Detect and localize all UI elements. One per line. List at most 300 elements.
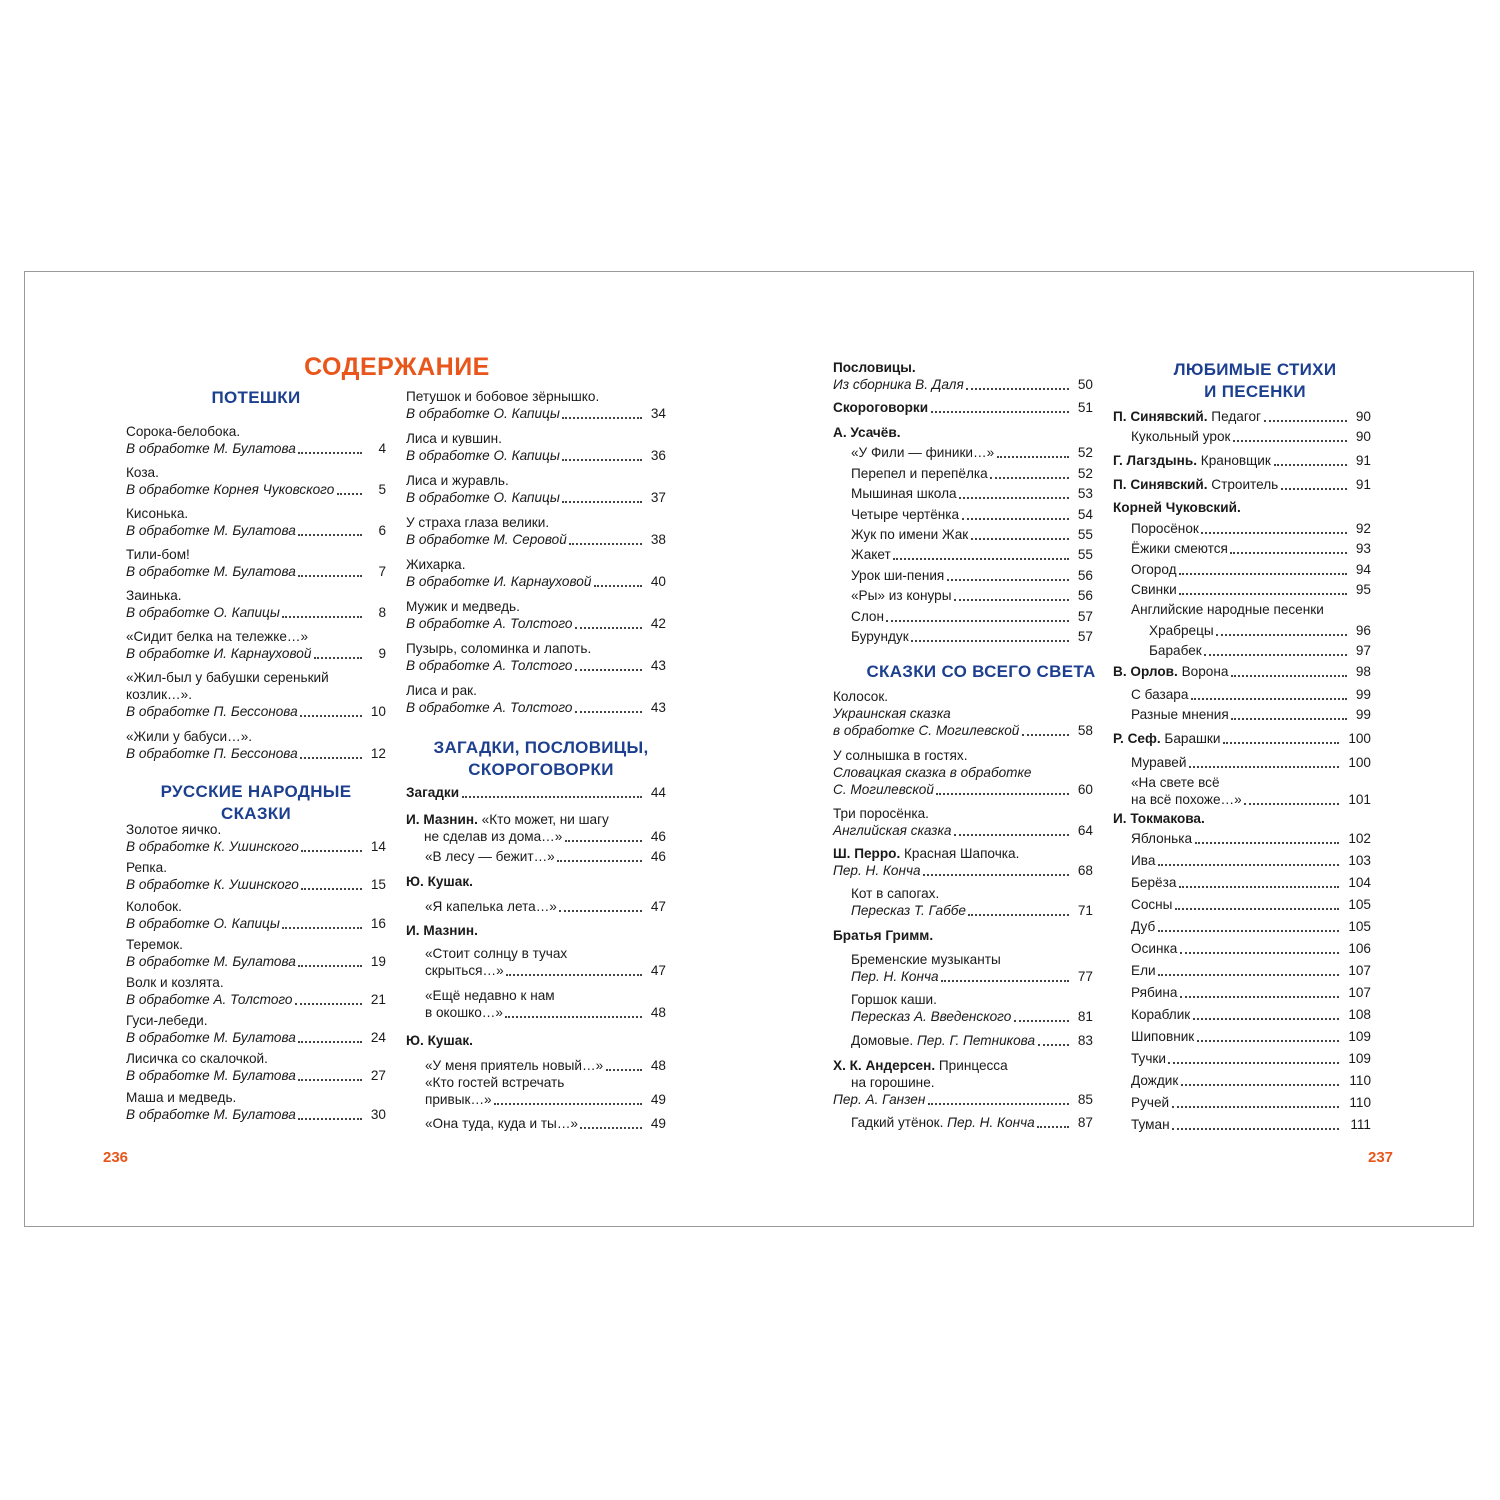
toc-entry[interactable] [1131, 830, 1371, 847]
toc-subtitle: В обработке О. Капицы [126, 916, 280, 931]
toc-title: Жук по имени Жак [851, 527, 969, 542]
page-ref: 109 [1348, 1051, 1371, 1066]
toc-title: Гадкий утёнок. [851, 1115, 944, 1130]
dot-leader [1180, 996, 1339, 998]
page-ref: 14 [370, 839, 386, 854]
dot-leader [1204, 654, 1347, 656]
toc-title: Берёза [1131, 875, 1177, 890]
toc-subtitle-cont: в обработке С. Могилевской [833, 723, 1020, 738]
toc-title: Тучки [1131, 1051, 1166, 1066]
page-ref: 5 [378, 482, 386, 497]
page-ref: 57 [1077, 629, 1093, 644]
toc-title: «На свете всё [1131, 775, 1220, 790]
toc-title: С базара [1131, 687, 1189, 702]
dot-leader [562, 501, 642, 503]
page-ref: 4 [378, 441, 386, 456]
dot-leader [298, 965, 362, 967]
toc-entry[interactable] [126, 464, 386, 498]
toc-title: Сорока-белобока. [126, 424, 241, 439]
toc-title: «Кто гостей встречать [425, 1075, 565, 1090]
dot-leader [565, 840, 642, 842]
dot-leader [886, 620, 1069, 622]
toc-entry[interactable] [126, 1012, 386, 1046]
toc-title-cont: на всё похоже…» [1131, 792, 1242, 807]
toc-title: Теремок. [126, 937, 183, 952]
toc-title: «Стоит солнцу в тучах [425, 946, 568, 961]
toc-title: Бурундук [851, 629, 909, 644]
dot-leader [1230, 552, 1347, 554]
dot-leader [562, 459, 642, 461]
toc-entry[interactable] [851, 628, 1093, 645]
page-ref: 43 [650, 700, 666, 715]
page-ref: 50 [1077, 377, 1093, 392]
toc-author: Скороговорки [833, 400, 929, 415]
toc-subtitle: В обработке П. Бессонова [126, 704, 298, 719]
page-ref: 107 [1348, 963, 1371, 978]
page-ref: 8 [378, 605, 386, 620]
toc-subtitle: Словацкая сказка в обработке [833, 765, 1032, 780]
toc-title-cont: в окошко…» [425, 1005, 503, 1020]
page-ref: 30 [370, 1107, 386, 1122]
toc-entry[interactable] [126, 628, 386, 662]
toc-title: Кораблик [1131, 1007, 1191, 1022]
toc-entry[interactable] [126, 505, 386, 539]
toc-author: Ю. Кушак. [406, 874, 473, 889]
toc-entry[interactable] [851, 526, 1093, 543]
toc-entry[interactable] [1131, 561, 1371, 578]
book-spread [24, 271, 1474, 1227]
toc-entry[interactable] [1131, 540, 1371, 557]
toc-title: Свинки [1131, 582, 1177, 597]
toc-entry[interactable] [406, 811, 666, 845]
toc-entry[interactable] [425, 987, 666, 1021]
dot-leader [941, 980, 1069, 982]
toc-entry[interactable] [1131, 874, 1371, 891]
toc-subtitle: В обработке П. Бессонова [126, 746, 298, 761]
toc-title: Жакет [851, 547, 891, 562]
toc-entry[interactable] [406, 556, 666, 590]
toc-title: «В лесу — бежит…» [425, 849, 555, 864]
toc-title: Кисонька. [126, 506, 189, 521]
toc-title: Кот в сапогах. [851, 886, 940, 901]
toc-title: «У Фили — финики…» [851, 445, 995, 460]
toc-title: Лисичка со скалочкой. [126, 1051, 268, 1066]
toc-subtitle: Украинская сказка [833, 706, 951, 721]
toc-subtitle: Пер. Г. Петникова [916, 1033, 1036, 1048]
page-ref: 47 [650, 963, 666, 978]
toc-title: Осинка [1131, 941, 1178, 956]
dot-leader [928, 1103, 1069, 1105]
toc-title: «Ещё недавно к нам [425, 988, 555, 1003]
toc-entry[interactable] [126, 859, 386, 893]
dot-leader [1195, 842, 1339, 844]
page-ref: 12 [370, 746, 386, 761]
toc-title: «У меня приятель новый…» [425, 1058, 604, 1073]
dot-leader [1281, 488, 1347, 490]
toc-entry[interactable] [406, 514, 666, 548]
page-ref: 102 [1348, 831, 1371, 846]
page-ref: 48 [650, 1058, 666, 1073]
page-ref: 19 [370, 954, 386, 969]
page-number-right: 237 [1368, 1149, 1394, 1166]
toc-entry[interactable] [406, 430, 666, 464]
page-ref: 83 [1077, 1033, 1093, 1048]
toc-title: Английские народные песенки [1131, 602, 1324, 617]
toc-entry[interactable] [406, 784, 666, 801]
toc-entry[interactable] [1131, 754, 1371, 771]
dot-leader [1181, 1084, 1339, 1086]
toc-title: Золотое яичко. [126, 822, 222, 837]
dot-leader [298, 575, 362, 577]
dot-leader [569, 543, 642, 545]
dot-leader [954, 834, 1069, 836]
toc-entry[interactable] [1131, 706, 1371, 723]
page-ref: 71 [1077, 903, 1093, 918]
dot-leader [893, 558, 1069, 560]
dot-leader [575, 669, 642, 671]
toc-entry[interactable] [833, 1057, 1093, 1108]
toc-entry[interactable] [1131, 1072, 1371, 1089]
page-ref: 110 [1349, 1073, 1371, 1088]
dot-leader [1158, 930, 1339, 932]
page-ref: 52 [1077, 466, 1093, 481]
toc-entry[interactable] [425, 1057, 666, 1074]
toc-title: Четыре чертёнка [851, 507, 960, 522]
toc-title: Ели [1131, 963, 1156, 978]
page-ref: 87 [1077, 1115, 1093, 1130]
page-ref: 90 [1355, 429, 1371, 444]
page-ref: 56 [1077, 588, 1093, 603]
toc-entry[interactable] [406, 640, 666, 674]
section-heading-zagadki-line2: СКОРОГОВОРКИ [468, 760, 614, 779]
dot-leader [954, 599, 1069, 601]
toc-title: Мужик и медведь. [406, 599, 520, 614]
page-ref: 101 [1348, 792, 1371, 807]
toc-entry[interactable] [851, 506, 1093, 523]
dot-leader [462, 796, 642, 798]
toc-author: Г. Лагздынь. [1113, 453, 1197, 468]
dot-leader [282, 616, 362, 618]
toc-title: Коза. [126, 465, 159, 480]
page-ref: 55 [1077, 527, 1093, 542]
toc-subtitle: В обработке О. Капицы [406, 490, 560, 505]
toc-author: И. Мазнин. [406, 812, 478, 827]
toc-title: Храбрецы [1149, 623, 1214, 638]
page-ref: 55 [1077, 547, 1093, 562]
toc-subtitle: В обработке И. Карнауховой [406, 574, 592, 589]
contents-title: СОДЕРЖАНИЕ [304, 353, 490, 381]
toc-subtitle: В обработке О. Капицы [126, 605, 280, 620]
toc-title-cont: козлик…». [126, 687, 192, 702]
dot-leader [1191, 698, 1347, 700]
toc-entry[interactable] [1113, 810, 1371, 827]
dot-leader [1158, 864, 1339, 866]
toc-entry[interactable] [1131, 774, 1371, 808]
dot-leader [1216, 634, 1347, 636]
toc-subtitle: Английская сказка [833, 823, 952, 838]
page-ref: 106 [1348, 941, 1371, 956]
page-ref: 58 [1077, 723, 1093, 738]
dot-leader [559, 910, 642, 912]
section-heading-stihi-line2: И ПЕСЕНКИ [1204, 382, 1306, 401]
dot-leader [298, 1079, 362, 1081]
toc-entry[interactable] [126, 1050, 386, 1084]
page-ref: 111 [1350, 1117, 1371, 1132]
toc-entry[interactable] [406, 388, 666, 422]
toc-entry[interactable] [1131, 896, 1371, 913]
toc-subtitle: В обработке К. Ушинского [126, 877, 299, 892]
dot-leader [1223, 742, 1339, 744]
page-ref: 85 [1077, 1092, 1093, 1107]
toc-title: Мышиная школа [851, 486, 957, 501]
toc-title: Сосны [1131, 897, 1173, 912]
toc-subtitle: Пер. Н. Конча [833, 863, 921, 878]
toc-entry[interactable] [126, 898, 386, 932]
toc-entry[interactable] [126, 936, 386, 970]
toc-title: Разные мнения [1131, 707, 1229, 722]
dot-leader [1231, 675, 1347, 677]
toc-entry[interactable] [851, 951, 1093, 985]
dot-leader [1038, 1044, 1069, 1046]
toc-entry[interactable] [1131, 918, 1371, 935]
page-ref: 36 [650, 448, 666, 463]
toc-entry[interactable] [1131, 1094, 1371, 1111]
page-ref: 43 [650, 658, 666, 673]
toc-entry[interactable] [1131, 1006, 1371, 1023]
dot-leader [562, 417, 642, 419]
toc-title: «Ры» из конуры [851, 588, 952, 603]
page-ref: 91 [1355, 453, 1371, 468]
page-ref: 90 [1355, 409, 1371, 424]
dot-leader [911, 640, 1069, 642]
toc-title: Принцесса [938, 1058, 1008, 1073]
dot-leader [298, 534, 362, 536]
dot-leader [1179, 593, 1347, 595]
dot-leader [931, 411, 1069, 413]
dot-leader [1201, 532, 1347, 534]
toc-entry[interactable] [833, 688, 1093, 739]
toc-entry[interactable] [1131, 1028, 1371, 1045]
toc-entry[interactable] [1113, 730, 1371, 747]
toc-title: Петушок и бобовое зёрнышко. [406, 389, 600, 404]
toc-entry[interactable] [425, 1115, 666, 1132]
toc-title: Барабек [1149, 643, 1202, 658]
dot-leader [295, 1003, 362, 1005]
toc-entry[interactable] [1131, 1050, 1371, 1067]
dot-leader [606, 1069, 642, 1071]
page-ref: 97 [1355, 643, 1371, 658]
toc-entry[interactable] [1113, 663, 1371, 680]
dot-leader [337, 493, 362, 495]
toc-title: Рябина [1131, 985, 1178, 1000]
dot-leader [575, 711, 642, 713]
dot-leader [505, 1016, 642, 1018]
dot-leader [1168, 1062, 1339, 1064]
toc-entry[interactable] [1131, 601, 1371, 618]
toc-entry[interactable] [406, 472, 666, 506]
toc-subtitle: В обработке К. Ушинского [126, 839, 299, 854]
toc-author: Х. К. Андерсен. [833, 1058, 936, 1073]
toc-entry[interactable] [1131, 428, 1371, 445]
dot-leader [557, 860, 642, 862]
toc-entry[interactable] [833, 747, 1093, 798]
toc-entry[interactable] [126, 821, 386, 855]
toc-entry[interactable] [833, 399, 1093, 416]
toc-title: «Кто может, ни шагу [481, 812, 609, 827]
toc-entry[interactable] [406, 873, 666, 890]
toc-title: Урок ши-пения [851, 568, 945, 583]
toc-entry[interactable] [126, 546, 386, 580]
toc-entry[interactable] [406, 1032, 666, 1049]
toc-title: Перепел и перепёлка [851, 466, 988, 481]
page-ref: 42 [650, 616, 666, 631]
toc-title: Репка. [126, 860, 167, 875]
toc-title: Гуси-лебеди. [126, 1013, 208, 1028]
toc-subtitle: Пересказ Т. Габбе [851, 903, 966, 918]
page-ref: 16 [370, 916, 386, 931]
toc-entry[interactable] [1131, 1116, 1371, 1133]
page-ref: 99 [1355, 687, 1371, 702]
dot-leader [1037, 1126, 1069, 1128]
page-ref: 46 [650, 849, 666, 864]
toc-entry[interactable] [425, 898, 666, 915]
toc-entry[interactable] [851, 465, 1093, 482]
toc-title: Поросёнок [1131, 521, 1199, 536]
toc-entry[interactable] [851, 485, 1093, 502]
toc-entry[interactable] [126, 1089, 386, 1123]
dot-leader [1231, 718, 1347, 720]
toc-title: Строитель [1211, 477, 1279, 492]
page-ref: 6 [378, 523, 386, 538]
toc-entry[interactable] [1113, 452, 1371, 469]
toc-entry[interactable] [1131, 581, 1371, 598]
toc-entry[interactable] [1131, 520, 1371, 537]
toc-entry[interactable] [406, 922, 666, 939]
toc-title: Ёжики смеются [1131, 541, 1228, 556]
toc-author: Ш. Перро. [833, 846, 901, 861]
toc-title: Педагог [1211, 409, 1261, 424]
toc-entry[interactable] [851, 444, 1093, 461]
toc-entry[interactable] [851, 1032, 1093, 1049]
toc-entry[interactable] [425, 945, 666, 979]
dot-leader [1244, 803, 1339, 805]
dot-leader [1233, 440, 1347, 442]
page-ref: 27 [370, 1068, 386, 1083]
toc-title: «Она туда, куда и ты…» [425, 1116, 578, 1131]
toc-entry[interactable] [126, 587, 386, 621]
toc-entry[interactable] [126, 728, 386, 762]
toc-subtitle: В обработке Корнея Чуковского [126, 482, 335, 497]
dot-leader [1189, 766, 1339, 768]
page-ref: 64 [1077, 823, 1093, 838]
toc-title: Ручей [1131, 1095, 1170, 1110]
toc-subtitle: В обработке О. Капицы [406, 406, 560, 421]
toc-entry[interactable] [851, 587, 1093, 604]
toc-entry[interactable] [1131, 962, 1371, 979]
toc-subtitle: Пер. Н. Конча [851, 969, 939, 984]
toc-title: Жихарка. [406, 557, 466, 572]
toc-title: Красная Шапочка. [904, 846, 1020, 861]
toc-title: Лиса и рак. [406, 683, 477, 698]
dot-leader [1197, 1040, 1339, 1042]
dot-leader [1172, 1128, 1339, 1130]
page-ref: 92 [1355, 521, 1371, 536]
page-ref: 15 [370, 877, 386, 892]
toc-entry[interactable] [1113, 476, 1371, 493]
toc-entry[interactable] [833, 424, 1093, 441]
toc-entry[interactable] [851, 546, 1093, 563]
toc-subtitle: В обработке М. Булатова [126, 441, 296, 456]
toc-entry[interactable] [425, 848, 666, 865]
toc-entry[interactable] [126, 423, 386, 457]
toc-subtitle: Пересказ А. Введенского [851, 1009, 1012, 1024]
toc-entry[interactable] [406, 682, 666, 716]
toc-title: «Сидит белка на тележке…» [126, 629, 309, 644]
toc-title: Слон [851, 609, 884, 624]
dot-leader [971, 538, 1069, 540]
toc-subtitle: Пер. А. Ганзен [833, 1092, 926, 1107]
toc-author: И. Мазнин. [406, 923, 478, 938]
toc-entry[interactable] [851, 567, 1093, 584]
dot-leader [298, 452, 362, 454]
toc-subtitle: В обработке М. Булатова [126, 954, 296, 969]
toc-entry[interactable] [126, 669, 386, 720]
dot-leader [300, 715, 362, 717]
toc-entry[interactable] [126, 974, 386, 1008]
dot-leader [506, 974, 642, 976]
toc-title: Крановщик [1200, 453, 1271, 468]
toc-entry[interactable] [1131, 940, 1371, 957]
toc-entry[interactable] [833, 359, 1093, 393]
toc-author: П. Синявский. [1113, 477, 1208, 492]
toc-subtitle: В обработке А. Толстого [406, 616, 573, 631]
toc-title: Маша и медведь. [126, 1090, 237, 1105]
dot-leader [966, 388, 1069, 390]
page-ref: 109 [1348, 1029, 1371, 1044]
toc-subtitle: В обработке М. Булатова [126, 1030, 296, 1045]
toc-entry[interactable] [833, 805, 1093, 839]
toc-title-cont: не сделав из дома…» [424, 829, 563, 844]
toc-entry[interactable] [1149, 642, 1371, 659]
toc-entry[interactable] [1149, 622, 1371, 639]
toc-entry[interactable] [425, 1074, 666, 1108]
dot-leader [1179, 573, 1347, 575]
page-ref: 54 [1077, 507, 1093, 522]
toc-entry[interactable] [1131, 852, 1371, 869]
section-heading-poteshki: ПОТЕШКИ [211, 388, 301, 407]
toc-title: Ворона [1181, 664, 1229, 679]
toc-entry[interactable] [1131, 686, 1371, 703]
toc-entry[interactable] [1113, 499, 1371, 516]
toc-entry[interactable] [833, 927, 1093, 944]
toc-author: В. Орлов. [1113, 664, 1178, 679]
toc-entry[interactable] [1131, 984, 1371, 1001]
toc-entry[interactable] [833, 845, 1093, 879]
page-ref: 99 [1355, 707, 1371, 722]
toc-entry[interactable] [851, 1114, 1093, 1131]
toc-title: Дуб [1131, 919, 1156, 934]
page-ref: 34 [650, 406, 666, 421]
toc-subtitle: В обработке М. Булатова [126, 523, 296, 538]
toc-entry[interactable] [851, 885, 1093, 919]
toc-entry[interactable] [851, 608, 1093, 625]
dot-leader [282, 927, 362, 929]
toc-entry[interactable] [1113, 408, 1371, 425]
page-ref: 21 [370, 992, 386, 1007]
toc-title: Бременские музыканты [851, 952, 1001, 967]
toc-entry[interactable] [851, 991, 1093, 1025]
toc-entry[interactable] [406, 598, 666, 632]
